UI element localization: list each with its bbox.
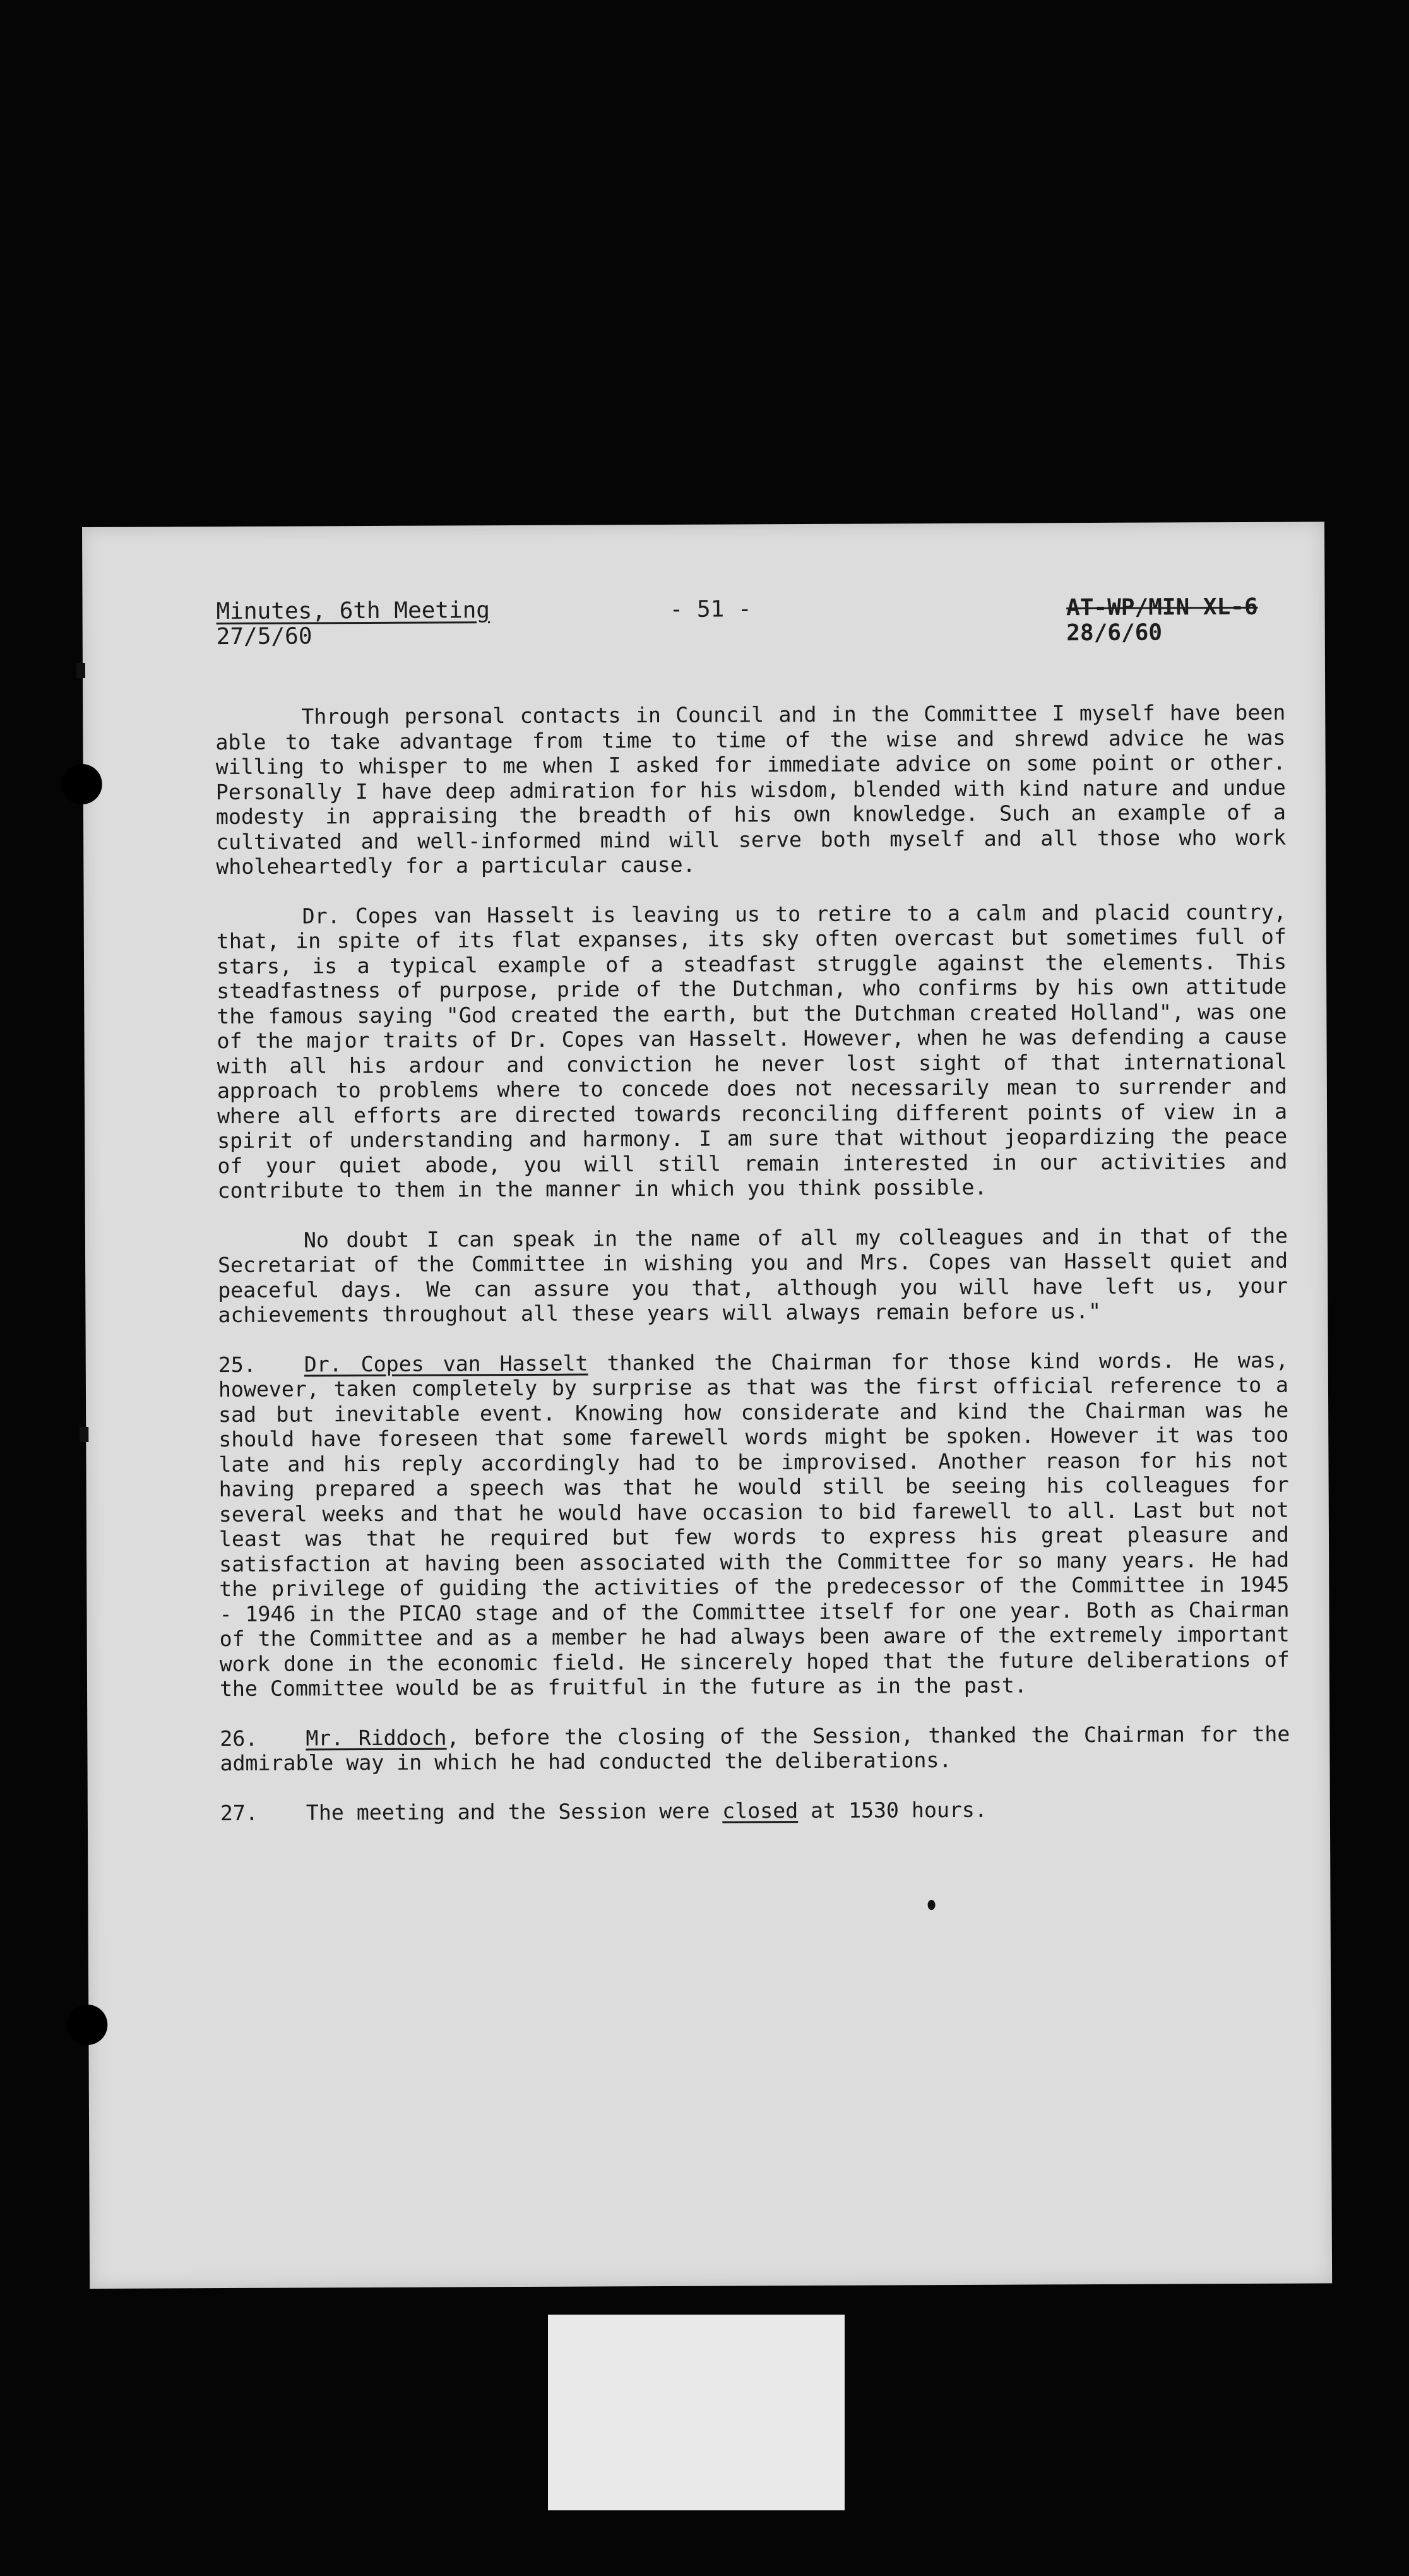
item-number: 26. — [220, 1726, 258, 1751]
document-date: 28/6/60 — [1066, 619, 1163, 647]
punch-hole — [62, 764, 102, 804]
ink-spot — [927, 1900, 935, 1910]
item-text: at 1530 hours. — [798, 1797, 987, 1823]
item-27 — [220, 1796, 1290, 1825]
speaker-name: Dr. Copes van Hasselt — [304, 1351, 588, 1376]
item-26 — [220, 1721, 1290, 1775]
paragraph: No doubt I can speak in the name of all my colleagues and in that of the Secretariat of the Committee in wishing you and Mrs. Copes van Hasselt quiet and peaceful days. We can assure you that, although you will have left us, your achievements throughout all these years will always remain before us." — [218, 1223, 1288, 1328]
item-text: , before the closing of the Session, thanked the Chairman for the admirable way in which he had conducted the deliberations. — [220, 1721, 1290, 1776]
item-number: 25. — [218, 1352, 256, 1377]
item-25 — [218, 1347, 1290, 1701]
page-number: - 51 - — [669, 596, 752, 623]
paragraph: Through personal contacts in Council and in the Committee I myself have been able to take advantage from time to time of the wise and shrewd advice he was willing to whisper to me when I asked for immediate advice on some point or other. Personally I have deep admiration for his wisdom, blended with kind nature and undue modesty in appraising the breadth of his own knowledge. Such an example of a cultivated and well-informed mind will serve both myself and all those who work wholeheartedly for a particular cause. — [215, 700, 1287, 880]
item-text: The meeting and the Session were — [306, 1798, 723, 1825]
item-number: 27. — [220, 1800, 258, 1825]
paragraph: Dr. Copes van Hasselt is leaving us to retire to a calm and placid country, that, in spite of its flat expanses, its sky often overcast but sometimes full of stars, is a typical example of a steadfast struggle against the elements. This steadfastness of purpose, pride of the Dutchman, who confirms by his own attitude the famous saying "God created the earth, but the Dutchman created Holland", was one of the major traits of Dr. Copes van Hasselt. However, when he was defending a cause with all his ardour and conviction he never lost sight of that international approach to problems where to concede does not necessarily mean to surrender and where all efforts are directed towards reconciling different points of view in a spirit of understanding and harmony. I am sure that without jeopardizing the peace of your quiet abode, you will still remain interested in our activities and contribute to them in the manner in which you think possible. — [216, 899, 1288, 1203]
margin-mark — [80, 1427, 88, 1442]
film-label-blank — [548, 2315, 845, 2510]
speaker-name: Mr. Riddoch — [306, 1724, 447, 1750]
meeting-title: Minutes, 6th Meeting — [216, 597, 490, 625]
item-text: thanked the Chairman for those kind words. He was, however, taken completely by surprise as that was the first official reference to a sad but inevitable event. Knowing how considerate and kind the Chairman was he should have foreseen that some farewell words might be spoken. However it was too late and his reply accordingly had to be improvised. Another reason for his not having prepared a speech was that he would still be seeing his colleagues for several weeks and that he would have occasion to bid farewell to all. Last but not least was that he required but few words to express his great pleasure and satisfaction at having been associated with the Committee for so many years. He had the privilege of guiding the activities of the predecessor of the Committee in 1945 - 1946 in the PICAO stage and of the Committee itself for one year. Both as Chairman of the Committee and as a member he had always been aware of the extremely important work done in the economic field. He sincerely hoped that the future deliberations of the Committee would be as fruitful in the future as in the past. — [218, 1347, 1290, 1702]
document-reference: AT-WP/MIN XL-6 — [1066, 593, 1258, 621]
page-header — [216, 594, 1315, 675]
margin-mark — [76, 663, 85, 678]
meeting-date: 27/5/60 — [216, 623, 312, 650]
document-page — [82, 522, 1332, 2289]
document-body — [215, 700, 1290, 1850]
header-right — [1066, 595, 1258, 646]
header-left — [216, 598, 490, 650]
punch-hole — [67, 2005, 107, 2045]
closed-word: closed — [722, 1798, 799, 1823]
